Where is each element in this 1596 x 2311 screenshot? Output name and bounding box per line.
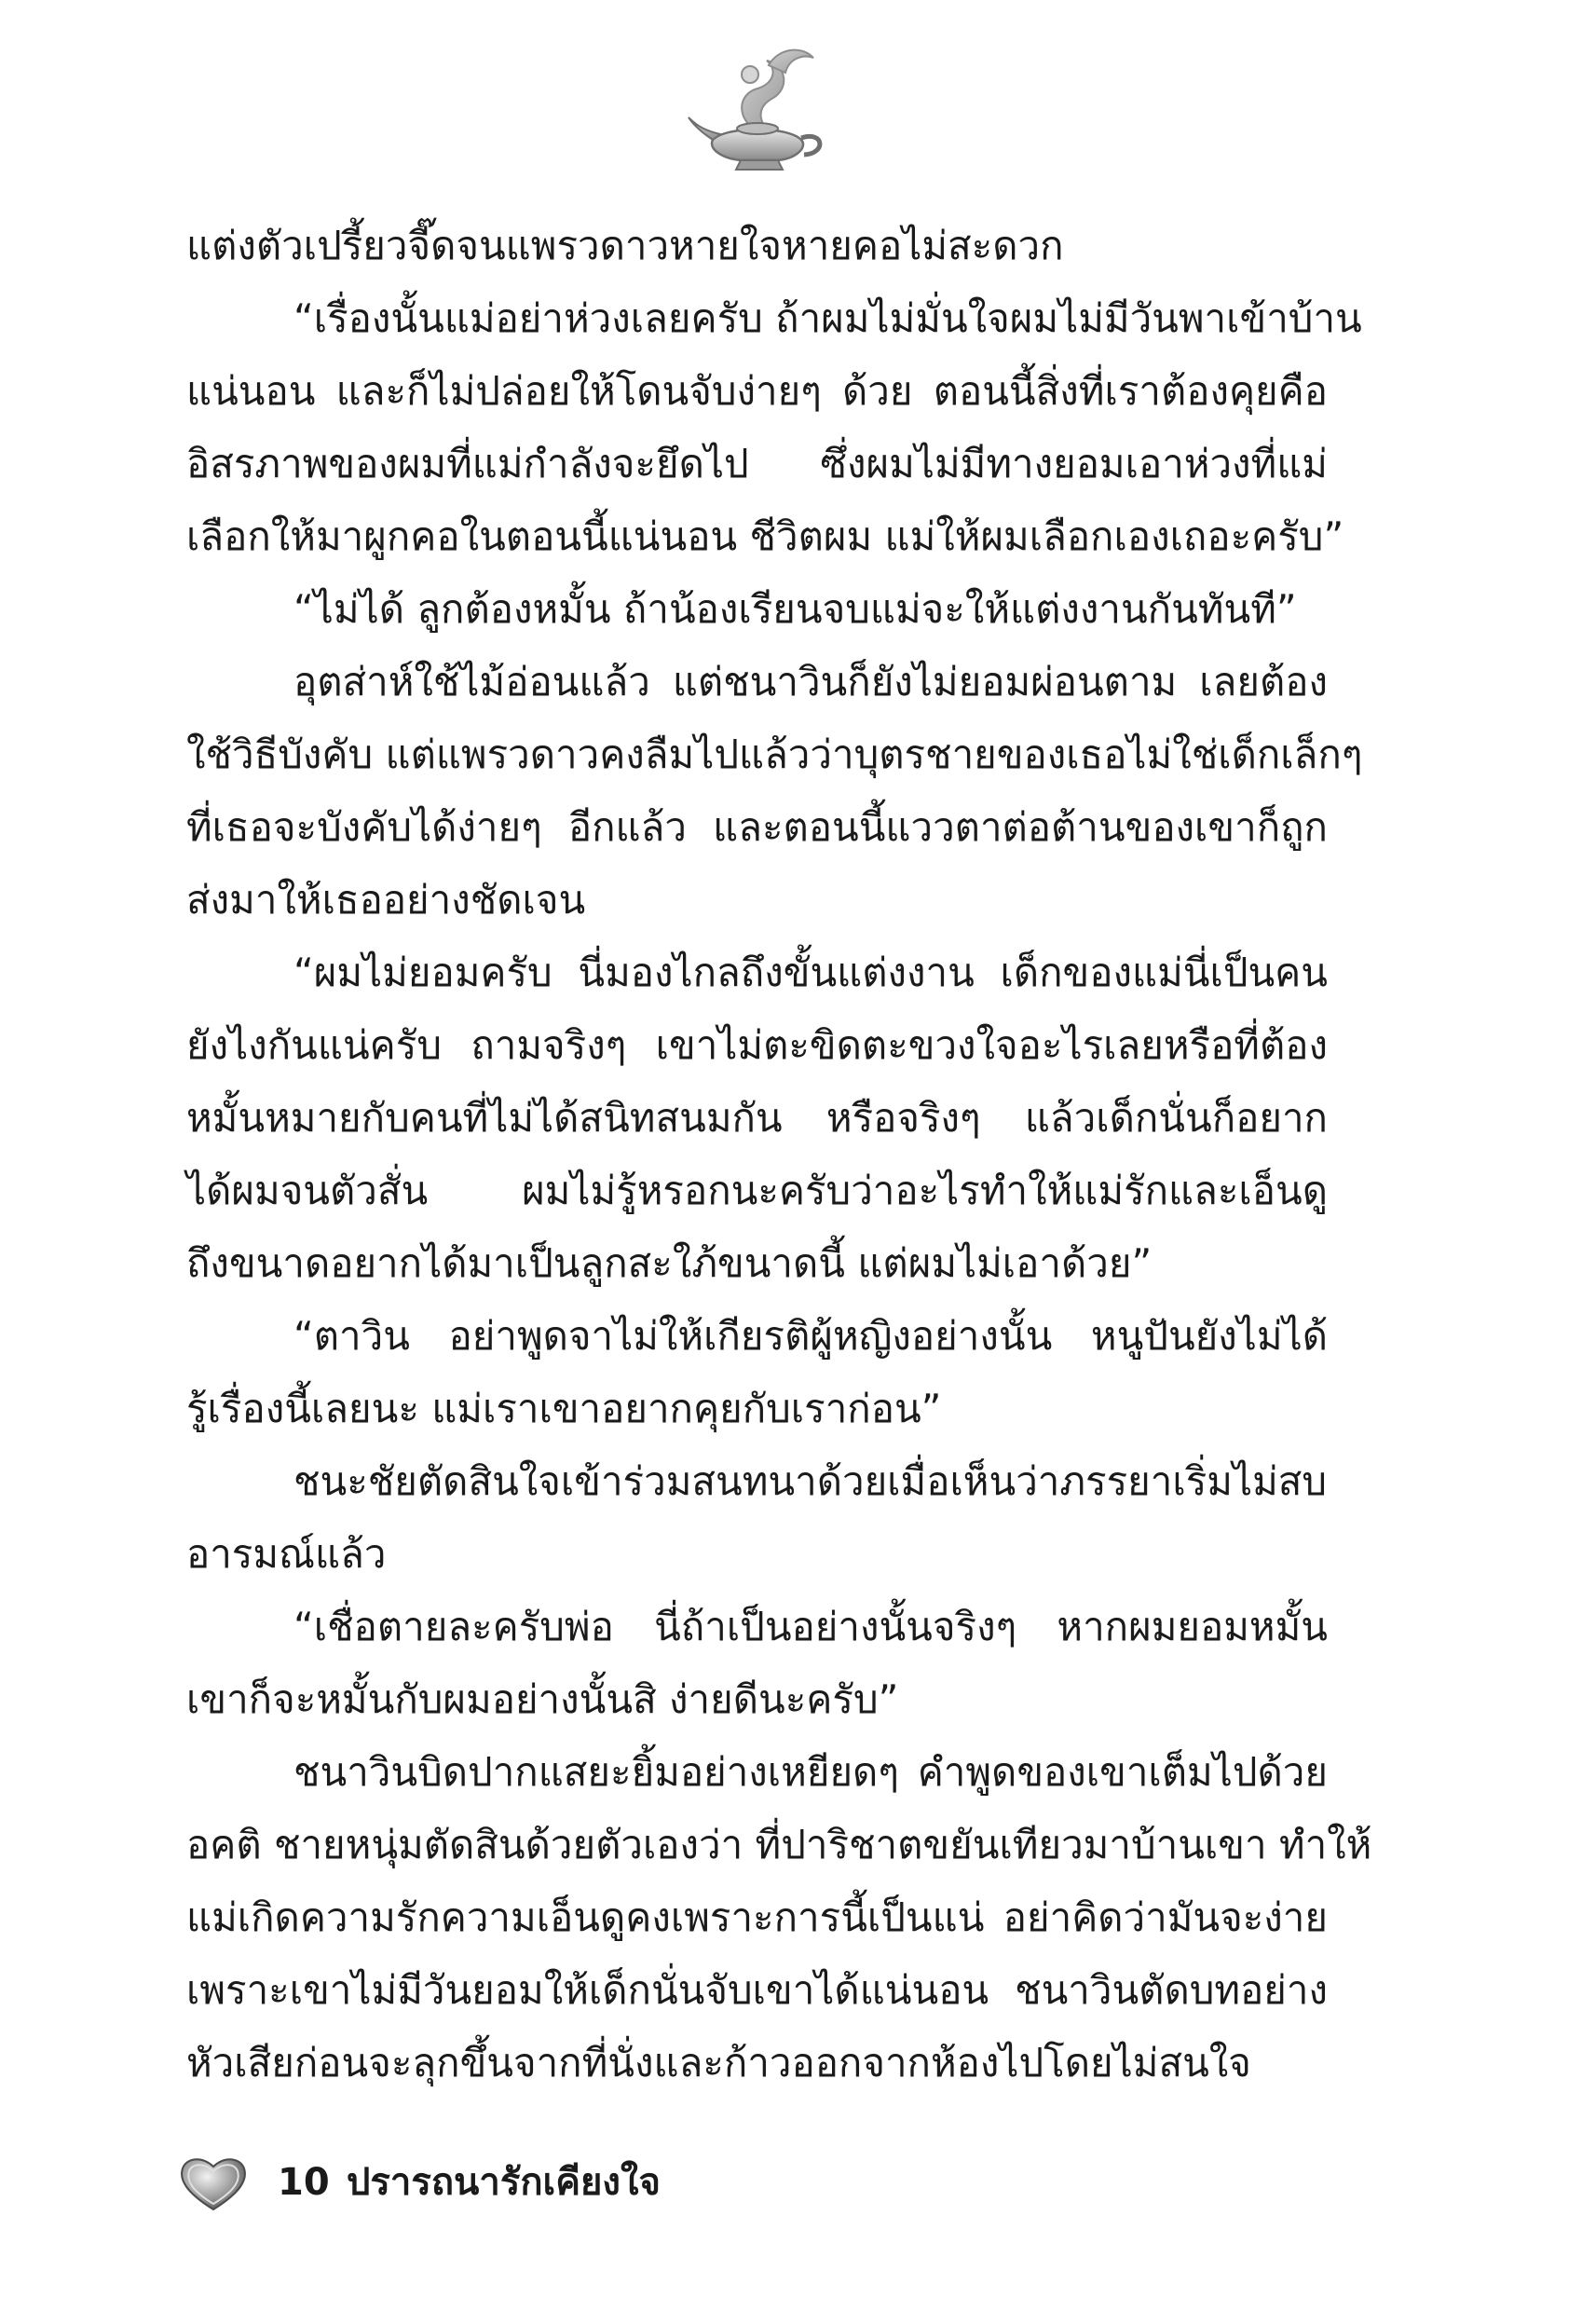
book-title: ปรารถนารักเคียงใจ [347,2161,661,2204]
text-line: ที่เธอจะบังคับได้ง่ายๆ อีกแล้ว และตอนนี้แววตาต่อต้านของเขาก็ถูก [186,804,1328,850]
text-line: ใช้วิธีบังคับ แต่แพรวดาวคงลืมไปแล้วว่าบุตรชายของเธอไม่ใช่เด็กเล็กๆ [186,732,1363,777]
text-line: “ผมไม่ยอมครับ นี่มองไกลถึงขั้นแต่งงาน เด็กของแม่นี่เป็นคน [293,950,1328,995]
text-line: ส่งมาให้เธออย่างชัดเจน [186,877,586,923]
text-line: ถึงขนาดอยากได้มาเป็นลูกสะใภ้ขนาดนี้ แต่ผมไม่เอาด้วย” [186,1240,1153,1286]
text-line: ชนาวินบิดปากแสยะยิ้มอย่างเหยียดๆ คำพูดของเขาเต็มไปด้วย [293,1749,1328,1795]
text-line: อารมณ์แล้ว [186,1531,387,1577]
text-line: เขาก็จะหมั้นกับผมอย่างนั้นสิ ง่ายดีนะครับ” [186,1676,899,1722]
page-number: 10 [278,2161,330,2204]
text-line: “ไม่ได้ ลูกต้องหมั้น ถ้าน้องเรียนจบแม่จะให้แต่งงานกันทันที” [293,586,1297,632]
text-line: ยังไงกันแน่ครับ ถามจริงๆ เขาไม่ตะขิดตะขวงใจอะไรเลยหรือที่ต้อง [186,1022,1328,1068]
genie-lamp-icon [685,37,834,177]
text-line: แม่เกิดความรักความเอ็นดูคงเพราะการนี้เป็นแน่ อย่าคิดว่ามันจะง่าย [186,1894,1328,1940]
text-line: “เรื่องนั้นแม่อย่าห่วงเลยครับ ถ้าผมไม่มั่นใจผมไม่มีวันพาเข้าบ้าน [293,295,1362,341]
text-line: รู้เรื่องนี้เลยนะ แม่เราเขาอยากคุยกับเราก่อน” [186,1386,942,1431]
text-line: แน่นอน และก็ไม่ปล่อยให้โดนจับง่ายๆ ด้วย ตอนนี้สิ่งที่เราต้องคุยคือ [186,368,1328,414]
text-line: อุตส่าห์ใช้ไม้อ่อนแล้ว แต่ชนาวินก็ยังไม่ยอมผ่อนตาม เลยต้อง [293,659,1328,704]
text-line: ได้ผมจนตัวสั่น ผมไม่รู้หรอกนะครับว่าอะไรทำให้แม่รักและเอ็นดู [186,1168,1328,1213]
text-line: ชนะชัยตัดสินใจเข้าร่วมสนทนาด้วยเมื่อเห็นว่าภรรยาเริ่มไม่สบ [293,1458,1328,1504]
text-line: อคติ ชายหนุ่มตัดสินด้วยตัวเองว่า ที่ปาริชาตขยันเทียวมาบ้านเขา ทำให้ [186,1822,1372,1867]
text-line: แต่งตัวเปรี้ยวจี๊ดจนแพรวดาวหายใจหายคอไม่สะดวก [186,223,1064,268]
body-text [186,210,1372,2099]
text-line: เลือกให้มาผูกคอในตอนนี้แน่นอน ชีวิตผม แม่ให้ผมเลือกเองเถอะครับ” [186,513,1344,559]
page-footer [177,2148,1016,2222]
text-line: หมั้นหมายกับคนที่ไม่ได้สนิทสนมกัน หรือจริงๆ แล้วเด็กนั่นก็อยาก [186,1095,1328,1141]
text-line: เพราะเขาไม่มีวันยอมให้เด็กนั่นจับเขาได้แน่นอน ชนาวินตัดบทอย่าง [186,1967,1328,2013]
heart-icon [177,2154,250,2213]
text-line: หัวเสียก่อนจะลุกขึ้นจากที่นั่งและก้าวออกจากห้องไปโดยไม่สนใจ [186,2040,1251,2085]
text-line: “ตาวิน อย่าพูดจาไม่ให้เกียรติผู้หญิงอย่างนั้น หนูปันยังไม่ได้ [293,1313,1328,1359]
text-line: อิสรภาพของผมที่แม่กำลังจะยึดไป ซึ่งผมไม่มีทางยอมเอาห่วงที่แม่ [186,441,1328,486]
text-line: “เชื่อตายละครับพ่อ นี่ถ้าเป็นอย่างนั้นจริงๆ หากผมยอมหมั้น [293,1604,1328,1649]
